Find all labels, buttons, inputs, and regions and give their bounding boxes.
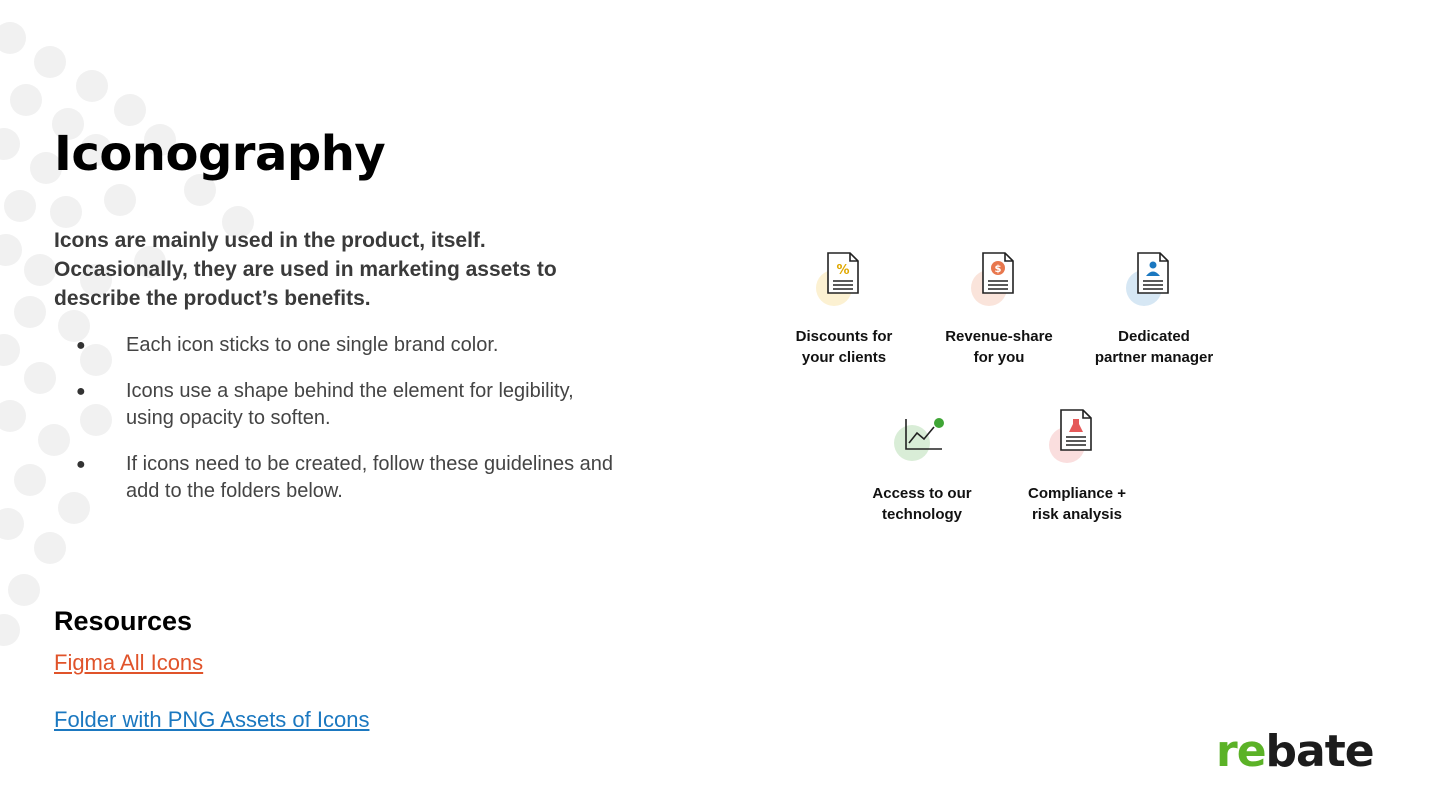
rebate-logo: [1216, 724, 1391, 772]
partner-document-icon: [1124, 250, 1184, 310]
intro-text: Icons are mainly used in the product, itself. Occasionally, they are used in marketing assets to describe the product’s benefits.: [54, 229, 557, 310]
bullet-text: Each icon sticks to one single brand color.: [126, 334, 499, 356]
icon-label: Compliance + risk analysis: [1028, 485, 1126, 523]
chart-growth-icon: [892, 407, 952, 467]
png-assets-folder-link[interactable]: Folder with PNG Assets of Icons: [54, 707, 370, 732]
icon-label: Access to our technology: [872, 485, 972, 523]
discount-document-icon: [814, 250, 874, 310]
icon-partner-manager: [1079, 250, 1229, 368]
bullet-text: If icons need to be created, follow these guidelines and add to the folders below.: [126, 453, 613, 502]
resources-heading: Resources: [54, 606, 193, 636]
icon-label: Revenue-share for you: [945, 328, 1053, 366]
list-item: [74, 451, 614, 505]
icon-label: Dedicated partner manager: [1094, 328, 1214, 366]
guideline-list: [74, 332, 614, 524]
svg-text:$: $: [994, 264, 1002, 275]
compliance-document-icon: [1047, 407, 1107, 467]
icon-discounts: [769, 250, 919, 368]
revenue-document-icon: [969, 250, 1029, 310]
figma-icons-link[interactable]: Figma All Icons: [54, 650, 204, 675]
page-title: Iconography: [54, 126, 386, 182]
bullet-marker: ●: [76, 337, 86, 354]
bullet-text: Icons use a shape behind the element for legibility, using opacity to soften.: [126, 380, 574, 429]
icon-technology: [847, 407, 997, 525]
svg-text:rebate: rebate: [1216, 726, 1374, 772]
list-item: [74, 378, 614, 432]
icon-revenue-share: [924, 250, 1074, 368]
list-item: [74, 332, 614, 359]
icon-label: Discounts for your clients: [795, 328, 893, 366]
bullet-marker: ●: [76, 383, 86, 400]
bullet-marker: ●: [76, 456, 86, 473]
svg-text:%: %: [836, 263, 850, 278]
icon-compliance: [1002, 407, 1152, 525]
